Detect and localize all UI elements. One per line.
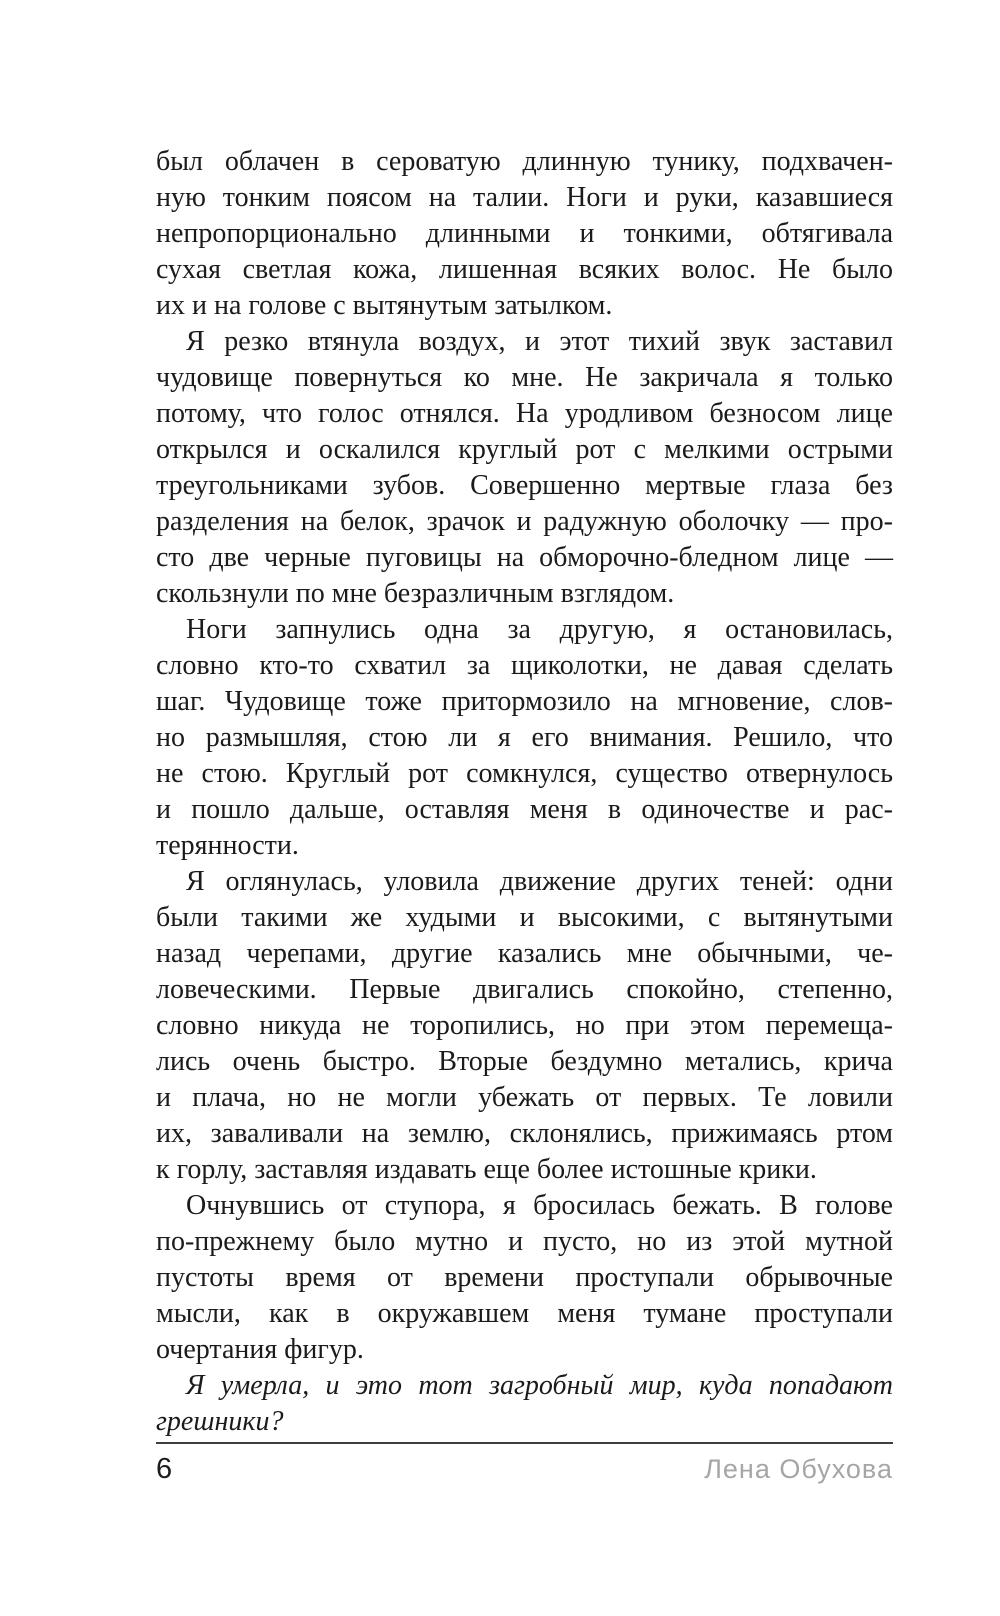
- text-line: лись очень быстро. Вторые бездумно метались, крича: [156, 1046, 893, 1077]
- text-line: не стою. Круглый рот сомкнулся, существо отвернулось: [156, 758, 893, 789]
- paragraph-italic: [156, 1368, 893, 1440]
- text-line: по-прежнему было мутно и пусто, но из этой мутной: [156, 1226, 893, 1257]
- text-line: скользнули по мне безразличным взглядом.: [156, 578, 675, 609]
- text-line: ловеческими. Первые двигались спокойно, степенно,: [156, 974, 893, 1005]
- text-line: Я резко втянула воздух, и этот тихий звук заставил: [186, 326, 893, 357]
- text-line: открылся и оскалился круглый рот с мелкими острыми: [156, 434, 893, 465]
- text-line: но размышляя, стою ли я его внимания. Решило, что: [156, 722, 893, 753]
- paragraph: [156, 612, 893, 864]
- paragraph: [156, 864, 893, 1188]
- page-number: 6: [156, 1453, 173, 1485]
- text-line: Я оглянулась, уловила движение других теней: одни: [186, 866, 893, 897]
- text-block: [156, 144, 893, 1440]
- text-line: сухая светлая кожа, лишенная всяких волос. Не было: [156, 254, 893, 285]
- text-line: пустоты время от времени проступали обрывочные: [156, 1262, 893, 1293]
- page-footer: [156, 1442, 893, 1486]
- text-line: назад черепами, другие казались мне обычными, че-: [156, 938, 893, 969]
- paragraph: [156, 324, 893, 612]
- text-line: непропорционально длинными и тонкими, обтягивала: [156, 218, 893, 249]
- text-line: потому, что голос отнялся. На уродливом безносом лице: [156, 398, 893, 429]
- text-line: очертания фигур.: [156, 1334, 364, 1365]
- paragraph: [156, 1188, 893, 1368]
- text-line: Ноги запнулись одна за другую, я остановилась,: [186, 614, 893, 645]
- text-line: их и на голове с вытянутым затылком.: [156, 290, 613, 321]
- text-line: треугольниками зубов. Совершенно мертвые глаза без: [156, 470, 893, 501]
- text-line: словно кто-то схватил за щиколотки, не давая сделать: [156, 650, 893, 681]
- text-line: и плача, но не могли убежать от первых. Те ловили: [156, 1082, 893, 1113]
- text-line: словно никуда не торопились, но при этом перемеща-: [156, 1010, 893, 1041]
- text-line: шаг. Чудовище тоже притормозило на мгновение, слов-: [156, 686, 893, 717]
- text-line: терянности.: [156, 830, 299, 861]
- text-line: был облачен в сероватую длинную тунику, подхвачен-: [156, 146, 893, 177]
- text-line: и пошло дальше, оставляя меня в одиночестве и рас-: [156, 794, 893, 825]
- text-line: Очнувшись от ступора, я бросилась бежать. В голове: [186, 1190, 893, 1221]
- text-line: мысли, как в окружавшем меня тумане проступали: [156, 1298, 893, 1329]
- text-line: Я умерла, и это тот загробный мир, куда попадают: [186, 1370, 893, 1401]
- text-line: сто две черные пуговицы на обморочно-бледном лице —: [156, 542, 893, 573]
- text-line: были такими же худыми и высокими, с вытянутыми: [156, 902, 893, 933]
- text-line: чудовище повернуться ко мне. Не закричала я только: [156, 362, 893, 393]
- text-line: разделения на белок, зрачок и радужную оболочку — про-: [156, 506, 893, 537]
- text-line: к горлу, заставляя издавать еще более истошные крики.: [156, 1154, 817, 1185]
- running-header-author: Лена Обухова: [704, 1454, 893, 1484]
- text-line: грешники?: [156, 1406, 284, 1437]
- text-line: ную тонким поясом на талии. Ноги и руки, казавшиеся: [156, 182, 893, 213]
- paragraph: [156, 144, 893, 324]
- text-line: их, заваливали на землю, склонялись, прижимаясь ртом: [156, 1118, 893, 1149]
